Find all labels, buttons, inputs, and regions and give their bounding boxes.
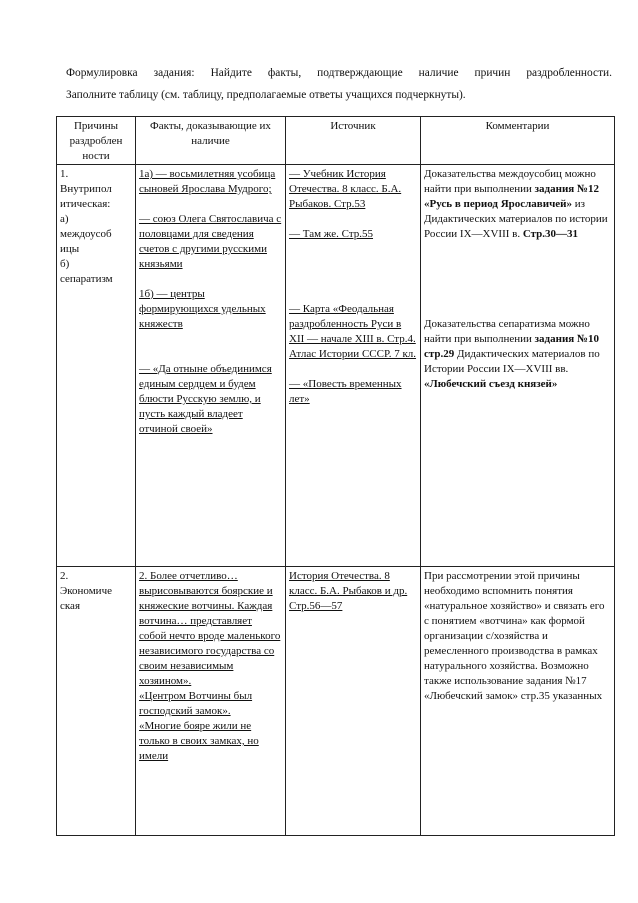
- cause-line: междоусоб ицы: [60, 228, 112, 255]
- source-cell-economic: [286, 567, 421, 836]
- fact-quote: — «Да отныне объединимся единым сердцем и будем блюсти Русскую землю, и пусть каждый владеет отчиной своей»: [139, 363, 272, 435]
- source-cell-political: [286, 165, 421, 567]
- cause-line: Внутрипол итическая:: [60, 183, 112, 210]
- comment-feuds: Доказательства междоусобиц можно найти при выполнении задания №12 «Русь в период Ярославичей» из Дидактических материалов по истории России IX—XVIII в. Стр.30—31: [424, 168, 608, 240]
- cause-line: Экономиче ская: [60, 585, 112, 612]
- header-source: Источник: [286, 117, 421, 165]
- cause-line: б): [60, 258, 70, 270]
- table-header-row: [57, 117, 615, 165]
- source-textbook-economic: История Отечества. 8 класс. Б.А. Рыбаков и др. Стр.56—57: [289, 570, 408, 612]
- comment-cell-economic: [421, 567, 615, 836]
- comment-separatism: Доказательства сепаратизма можно найти при выполнении задания №10 стр.29 Дидактических материалов по Истории России IX—XVIII вв. «Любечский съезд князей»: [424, 318, 600, 390]
- fact-union-polovtsy: — союз Олега Святославича с половцами для сведения счетов с другими русскими князьями: [139, 213, 282, 270]
- cause-line: 2.: [60, 570, 69, 582]
- task-intro: [66, 62, 612, 106]
- task-instruction: Заполните таблицу (см. таблицу, предполагаемые ответы учащихся подчеркнуты).: [66, 89, 466, 101]
- source-map: — Карта «Феодальная раздробленность Руси в XII — начале XIII в. Стр.4. Атлас Истории СССР. 7 кл.: [289, 303, 417, 360]
- cause-cell-economic: [57, 567, 136, 836]
- source-chronicle: — «Повесть временных лет»: [289, 378, 402, 405]
- facts-cell-political: [136, 165, 286, 567]
- cause-line: а): [60, 213, 69, 225]
- task-formulation: Формулировка задания: Найдите факты, подтверждающие наличие причин раздробленности.: [66, 67, 612, 79]
- table-row: [57, 165, 615, 567]
- comment-cell-political: [421, 165, 615, 567]
- source-textbook: — Учебник История Отечества. 8 класс. Б.А. Рыбаков. Стр.53: [289, 168, 402, 210]
- cause-line: сепаратизм: [60, 273, 113, 285]
- fact-feud: 1а) — восьмилетняя усобица сыновей Ярослава Мудрого;: [139, 168, 276, 195]
- header-comments: Комментарии: [421, 117, 615, 165]
- comment-economic: При рассмотрении этой причины необходимо вспомнить понятия «натуральное хозяйство» и связать его с понятием «вотчина» как формой организации с/хозяйства и ремесленного производства в рамках натурального хозяйства. Возможно также использование задания №17 «Любечский замок» стр.35 указанных: [424, 570, 605, 702]
- header-causes: Причины раздроблен ности: [57, 117, 136, 165]
- source-same: — Там же. Стр.55: [289, 228, 374, 240]
- fact-votchina: 2. Более отчетливо… вырисовываются боярские и княжеские вотчины. Каждая вотчина… представляет собой нечто вроде маленького независимого государства со своим независимым хозяином».: [139, 570, 281, 687]
- fact-castle-center: «Центром Вотчины был господский замок».: [139, 690, 253, 717]
- fragmentation-table: [56, 116, 615, 836]
- header-facts: Факты, доказывающие их наличие: [136, 117, 286, 165]
- facts-cell-economic: [136, 567, 286, 836]
- cause-cell-political: [57, 165, 136, 567]
- fact-boyars: «Многие бояре жили не только в своих замках, но имели: [139, 720, 259, 762]
- fact-appanage-centers: 1б) — центры формирующихся удельных княжеств: [139, 288, 266, 330]
- cause-line: 1.: [60, 168, 69, 180]
- table-row: [57, 567, 615, 836]
